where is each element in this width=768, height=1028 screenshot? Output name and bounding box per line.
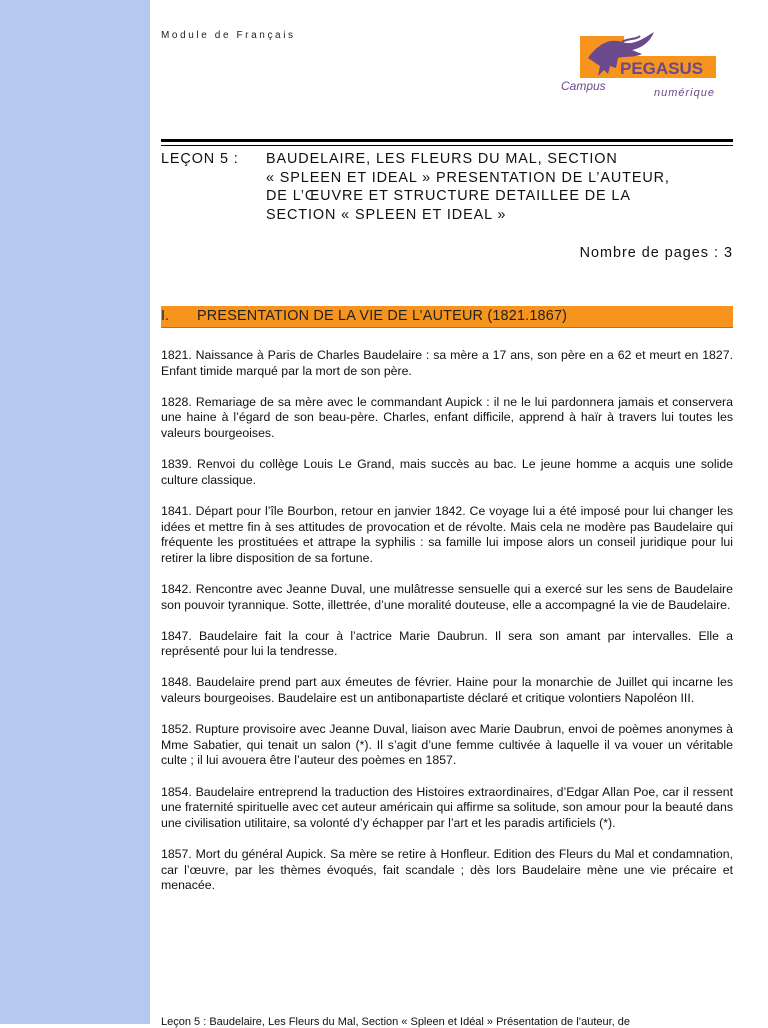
logo-word-campus: Campus: [561, 79, 606, 93]
lesson-title-line: BAUDELAIRE, LES FLEURS DU MAL, SECTION: [266, 151, 618, 167]
paragraph: 1854. Baudelaire entreprend la traduction des Histoires extraordinaires, d’Edgar Allan Poe, car il ressent une fraternité spirituelle avec cet auteur américain qui affirme sa solitude, son amour pour la beauté dans une civilisation utilitaire, sa volonté d’y échapper par l’art et les paradis artificiels (*).: [161, 784, 733, 830]
paragraph: 1841. Départ pour l’île Bourbon, retour en janvier 1842. Ce voyage lui a été imposé pour lui changer les idées et mettre fin à ses attitudes de provocation et de révolte. Mais cela ne modère pas Baudelaire qui fréquente les prostituées et attrape la syphilis : sa famille lui impose alors un conseil juridique pour lui retirer la libre disposition de sa fortune.: [161, 503, 733, 565]
lesson-title-line: SECTION « SPLEEN ET IDEAL »: [266, 206, 507, 223]
paragraph: 1828. Remariage de sa mère avec le commandant Aupick : il ne le lui pardonnera jamais et conservera une haine à l’égard de son beau-père. Charles, enfant difficile, apprend à haïr à travers lui toutes les valeurs bourgeoises.: [161, 394, 733, 440]
document-page: [150, 0, 768, 1028]
section-number: I.: [161, 308, 169, 324]
module-header: Module de Français: [161, 30, 296, 41]
lesson-title-line: DE L’ŒUVRE ET STRUCTURE DETAILLEE DE LA: [266, 188, 631, 205]
lesson-title: [266, 150, 736, 224]
left-margin-band: [0, 0, 150, 1024]
lesson-title-line: « SPLEEN ET IDEAL » PRESENTATION DE L’AUTEUR,: [266, 169, 670, 186]
section-heading-bar: [161, 306, 733, 328]
paragraph: 1821. Naissance à Paris de Charles Baudelaire : sa mère a 17 ans, son père en a 62 et meurt en 1827. Enfant timide marqué par la mort de son père.: [161, 348, 733, 378]
paragraph: 1848. Baudelaire prend part aux émeutes de février. Haine pour la monarchie de Juillet qui incarne les valeurs bourgeoises. Baudelaire est un antibonapartiste déclaré et critique volontiers Napoléon III.: [161, 675, 733, 706]
lesson-label: LEÇON 5 :: [161, 151, 239, 167]
biography-text: [161, 348, 733, 909]
paragraph: 1839. Renvoi du collège Louis Le Grand, mais succès au bac. Le jeune homme a acquis une solide culture classique.: [161, 457, 733, 487]
title-rule-thin: [161, 145, 733, 146]
paragraph: 1842. Rencontre avec Jeanne Duval, une mulâtresse sensuelle qui a exercé sur les sens de Baudelaire son pouvoir tyrannique. Sotte, illettrée, d’une moralité douteuse, elle a accompagné la vie de Baudelaire.: [161, 581, 733, 612]
title-rule-thick: [161, 139, 733, 142]
paragraph: 1852. Rupture provisoire avec Jeanne Duval, liaison avec Marie Daubrun, envoi de poèmes anonymes à Mme Sabatier, qui tenait un salon (*). Il s’agit d’une femme cultivée à laquelle il va vouer un véritable culte ; il lui avouera être l’auteur des poèmes en 1857.: [161, 722, 733, 768]
pegasus-logo-icon: [558, 28, 728, 103]
paragraph: 1857. Mort du général Aupick. Sa mère se retire à Honfleur. Edition des Fleurs du Mal et condamnation, car l’œuvre, par les thèmes évoqués, fait scandale ; dès lors Baudelaire mène une vie précaire et menacée.: [161, 847, 733, 893]
paragraph: 1847. Baudelaire fait la cour à l’actrice Marie Daubrun. Il sera son amant par intervalles. Elle a représenté pour lui la tendresse.: [161, 628, 733, 659]
section-title: PRESENTATION DE LA VIE DE L’AUTEUR (1821.1867): [197, 308, 568, 324]
page-footer: Leçon 5 : Baudelaire, Les Fleurs du Mal, Section « Spleen et Idéal » Présentation de l’auteur, de: [161, 1016, 631, 1028]
page-count: Nombre de pages : 3: [579, 245, 733, 261]
logo-word-pegasus: PEGASUS: [620, 59, 704, 78]
campus-pegasus-logo: [558, 28, 728, 103]
logo-word-numerique: numérique: [654, 87, 715, 99]
